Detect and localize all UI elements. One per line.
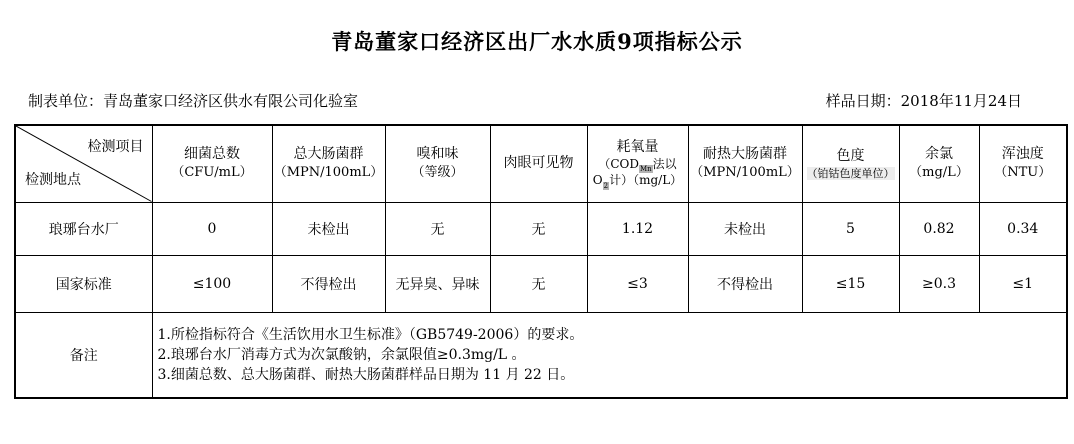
row-label: 琅琊台水厂 [15,202,152,255]
col-header-total-coliform: 总大肠菌群 （MPN/100mL） [272,125,385,202]
o2-subscript: 2 [603,181,609,190]
cell-value: 5 [802,202,899,255]
remarks-label: 备注 [15,312,152,398]
cell-value: ≥0.3 [899,255,979,312]
corner-project-label: 检测项目 [87,139,144,155]
cell-value: ≤15 [802,255,899,312]
cell-value: 0.34 [979,202,1067,255]
water-quality-table [14,124,1068,399]
corner-header-cell [15,125,152,202]
cell-value: 1.12 [587,202,688,255]
col-header-bacteria-total: 细菌总数 （CFU/mL） [152,125,272,202]
cell-value: 不得检出 [688,255,802,312]
cell-value: 0 [152,202,272,255]
header-row [15,125,1067,202]
row-national-standard [15,255,1067,312]
cell-value: ≤1 [979,255,1067,312]
cod-subscript: Mn [639,165,652,174]
col-header-thermotolerant-coliform: 耐热大肠菌群 （MPN/100mL） [688,125,802,202]
remarks-content [152,312,1067,398]
cell-value: 未检出 [688,202,802,255]
info-row [0,90,1074,111]
cell-value: 未检出 [272,202,385,255]
cell-value: 0.82 [899,202,979,255]
cell-value: 不得检出 [272,255,385,312]
page-title: 青岛董家口经济区出厂水水质9项指标公示 [331,29,743,54]
col-header-chromaticity: 色度 （铂钴色度单位） [802,125,899,202]
col-header-oxygen-consumption: 耗氧量 （$COD_{Mn}$法以 $O_2$计）（mg/L） [587,125,688,202]
row-label: 国家标准 [15,255,152,312]
cell-value: 无异臭、异味 [385,255,490,312]
col-header-residual-chlorine: 余氯 （mg/L） [899,125,979,202]
col-header-turbidity: 浑浊度 （NTU） [979,125,1067,202]
col-header-visible-matter: 肉眼可见物 [490,125,587,202]
sample-date-label: 样品日期：2018年11月24日 [825,92,1022,110]
remark-line: 2.琅琊台水厂消毒方式为次氯酸钠，余氯限值≥0.3mg/L 。 [157,346,526,363]
row-remarks [15,312,1067,398]
corner-location-label: 检测地点 [25,171,81,188]
cell-value: ≤100 [152,255,272,312]
cell-value: 无 [385,202,490,255]
page [0,26,1074,444]
col-header-odor-taste: 嗅和味 （等级） [385,125,490,202]
cell-value: 无 [490,202,587,255]
cell-value: 无 [490,255,587,312]
row-langyatai-plant [15,202,1067,255]
cell-value: ≤3 [587,255,688,312]
remark-line: 1.所检指标符合《生活饮用水卫生标准》（GB5749-2006）的要求。 [157,326,584,343]
remark-line: 3.细菌总数、总大肠菌群、耐热大肠菌群样品日期为 11 月 22 日。 [157,366,575,383]
prepared-by-label: 制表单位：青岛董家口经济区供水有限公司化验室 [28,92,359,110]
